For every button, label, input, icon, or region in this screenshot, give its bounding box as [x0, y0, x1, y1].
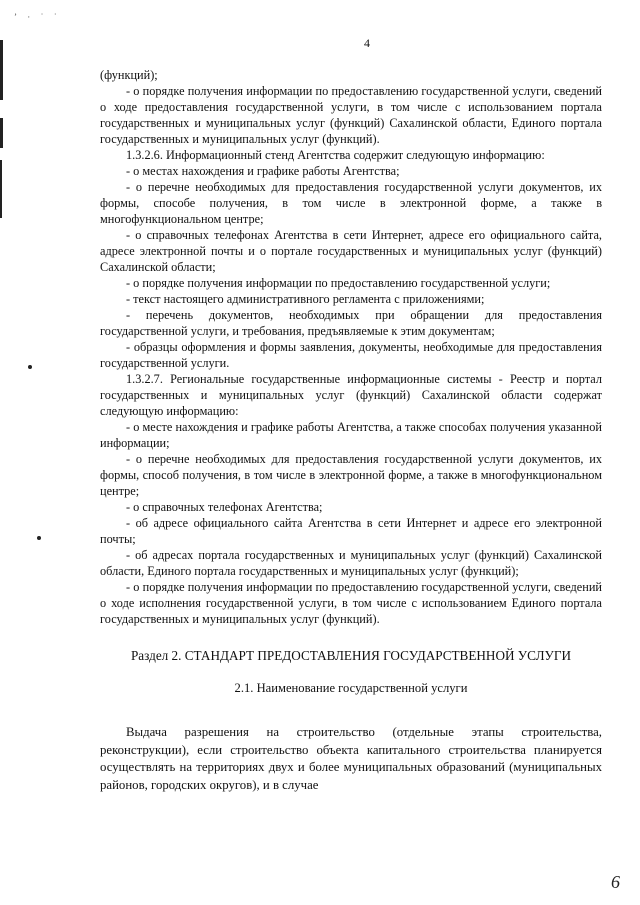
- section-heading: Раздел 2. СТАНДАРТ ПРЕДОСТАВЛЕНИЯ ГОСУДАРСТВЕННОЙ УСЛУГИ: [130, 648, 572, 663]
- paragraph: - о порядке получения информации по предоставлению государственной услуги, сведений о ходе исполнения государственной услуги, в том числе с использованием Единого портала государственных и муниципальных услуг (функций).: [100, 580, 602, 626]
- scan-dot: [37, 536, 41, 540]
- paragraph: - о порядке получения информации по предоставлению государственной услуги, сведений о ходе предоставления государственной услуги, в том числе с использованием портала государственных и муниципальных услуг (функций) Сахалинской области, Единого портала государственных и муниципальных услуг (функций).: [100, 84, 602, 146]
- paragraph-list: [100, 67, 602, 627]
- handwritten-page-mark: 6: [611, 872, 620, 892]
- paragraph: - о порядке получения информации по предоставлению государственной услуги;: [126, 276, 551, 290]
- paragraph: - о месте нахождения и графике работы Агентства, а также способах получения указанной информации;: [100, 420, 602, 450]
- paragraph: - об адресах портала государственных и муниципальных услуг (функций) Сахалинской области, Единого портала государственных и муниципальных услуг (функций);: [100, 548, 602, 578]
- paragraph: - текст настоящего административного регламента с приложениями;: [126, 292, 485, 306]
- paragraph: 1.3.2.7. Региональные государственные информационные системы - Реестр и портал государственных и муниципальных услуг (функций) Сахалинской области содержат следующую информацию:: [100, 372, 602, 418]
- paragraph: - о справочных телефонах Агентства;: [126, 500, 323, 514]
- scan-dot: [28, 365, 32, 369]
- final-paragraph: Выдача разрешения на строительство (отдельные этапы строительства, реконструкции), если строительство объекта капитального строительства планируется осуществлять на территориях двух и более муниципальных образований (муниципальных районов, городских округов), и в случае: [100, 725, 602, 792]
- paragraph: - об адресе официального сайта Агентства в сети Интернет и адресе его электронной почты;: [100, 516, 602, 546]
- scan-edge-mark: [0, 40, 3, 100]
- paragraph: - о перечне необходимых для предоставления государственной услуги документов, их формы, способ получения, в том числе в электронной форме, а также в многофункциональном центре;: [100, 452, 602, 498]
- page-number: 4: [364, 36, 370, 50]
- paragraph: - перечень документов, необходимых при обращении для предоставления государственной услуги, и требования, предъявляемые к этим документам;: [100, 308, 602, 338]
- scan-edge-mark: [0, 118, 3, 148]
- document-body: [100, 67, 602, 794]
- subsection-heading: 2.1. Наименование государственной услуги: [234, 681, 468, 695]
- paragraph: - о местах нахождения и графике работы Агентства;: [126, 164, 400, 178]
- paragraph: - о перечне необходимых для предоставления государственной услуги документов, их формы, способе получения, в том числе в электронной форме, а также в многофункциональном центре;: [100, 180, 602, 226]
- scan-corner-mark: ʼ · ˙ ˙: [14, 12, 61, 22]
- paragraph: 1.3.2.6. Информационный стенд Агентства содержит следующую информацию:: [126, 148, 545, 162]
- scan-edge-mark: [0, 160, 2, 218]
- paragraph: (функций);: [100, 68, 158, 82]
- paragraph: - образцы оформления и формы заявления, документы, необходимые для предоставления государственной услуги.: [100, 340, 602, 370]
- paragraph: - о справочных телефонах Агентства в сети Интернет, адресе его официального сайта, адресе электронной почты и о портале государственных и муниципальных услуг (функций) Сахалинской области;: [100, 228, 602, 274]
